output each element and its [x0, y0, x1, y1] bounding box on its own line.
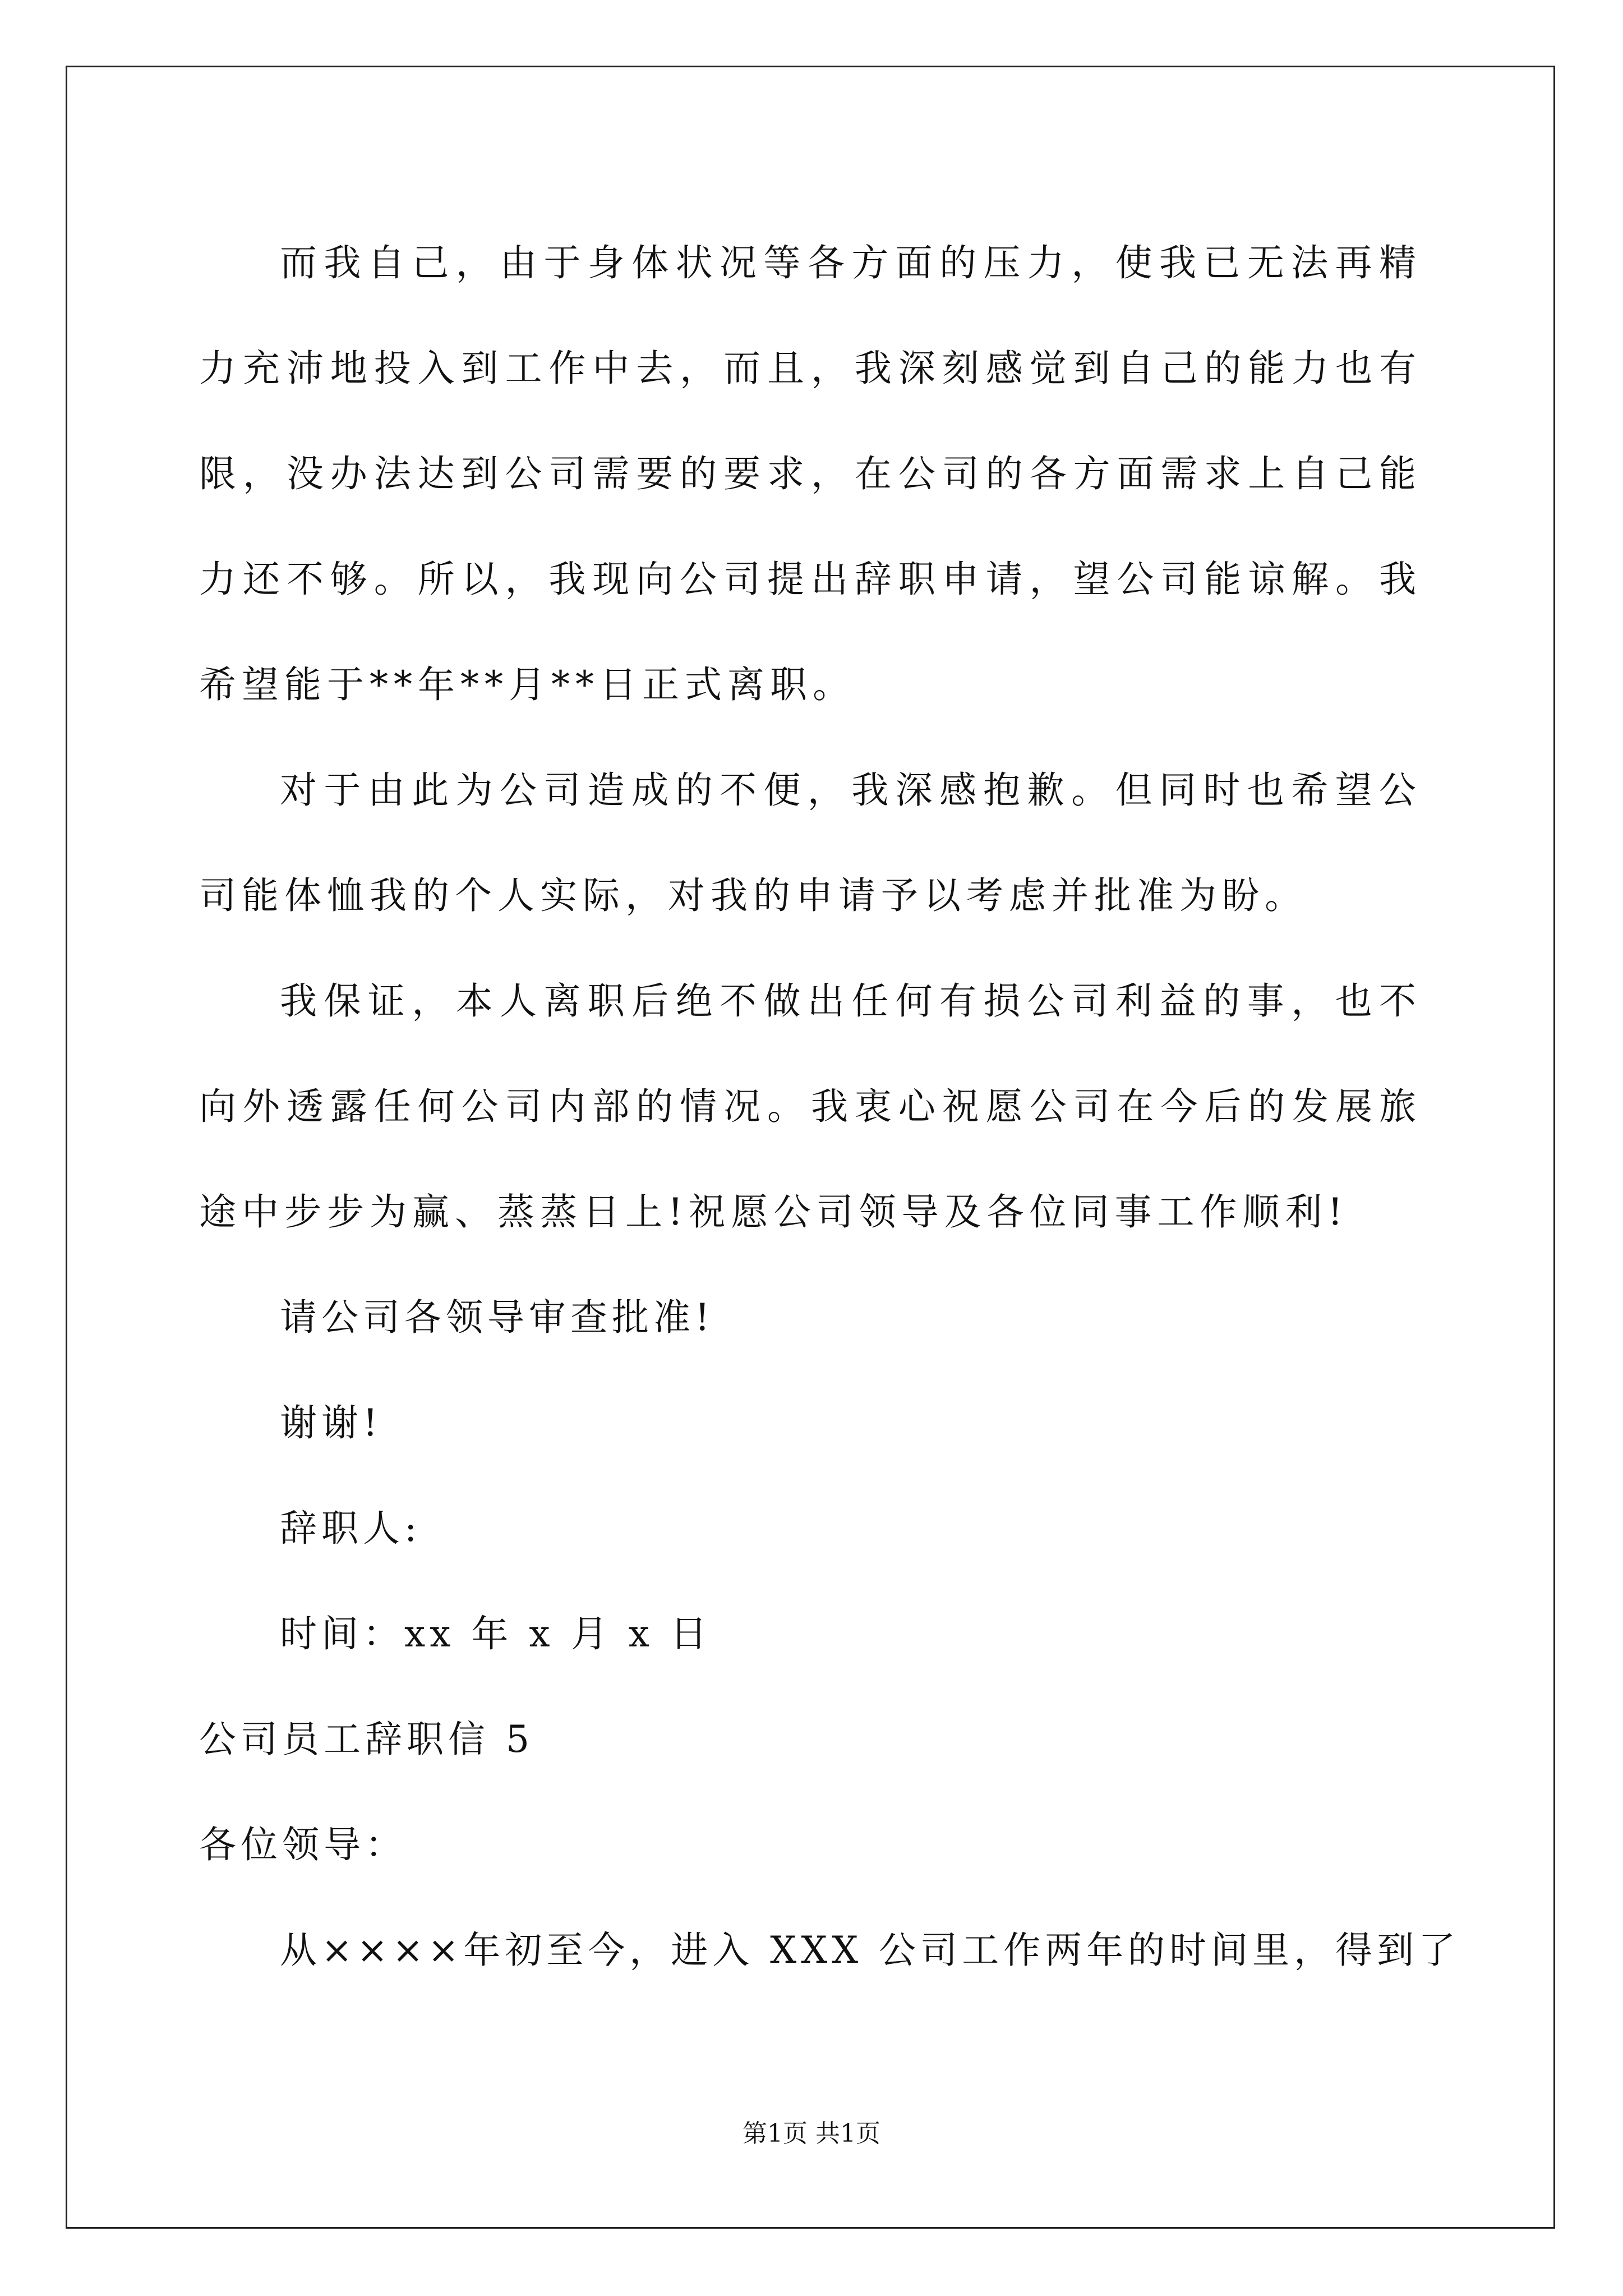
request-approval-line: 请公司各领导审查批准! — [280, 1296, 714, 1339]
page-number-footer: 第1页 共1页 — [743, 2119, 880, 2148]
salutation: 各位领导： — [199, 1823, 407, 1866]
paragraph-guarantee: 我保证，本人离职后绝不做出任何有损公司利益的事，也不向外透露任何公司内部的情况。我衷心祝愿公司在今后的发展旅途中步步为赢、蒸蒸日上!祝愿公司领导及各位同事工作顺利! — [199, 979, 1422, 1234]
resigner-label: 辞职人: — [280, 1507, 422, 1550]
thanks-line: 谢谢! — [280, 1401, 382, 1444]
next-letter-title: 公司员工辞职信 5 — [199, 1718, 534, 1761]
paragraph-resignation-reason: 而我自己，由于身体状况等各方面的压力，使我已无法再精力充沛地投入到工作中去，而且，我深刻感觉到自己的能力也有限，没办法达到公司需要的要求，在公司的各方面需求上自己能力还不够。所以，我现向公司提出辞职申请，望公司能谅解。我希望能于**年**月**日正式离职。 — [199, 241, 1422, 706]
document-body — [199, 210, 1460, 2003]
paragraph-apology: 对于由此为公司造成的不便，我深感抱歉。但同时也希望公司能体恤我的个人实际，对我的申请予以考虑并批准为盼。 — [199, 769, 1422, 917]
next-paragraph-start: 从××××年初至今，进入 XXX 公司工作两年的时间里，得到了 — [280, 1929, 1460, 1972]
date-line: 时间：xx 年 x 月 x 日 — [280, 1612, 712, 1655]
